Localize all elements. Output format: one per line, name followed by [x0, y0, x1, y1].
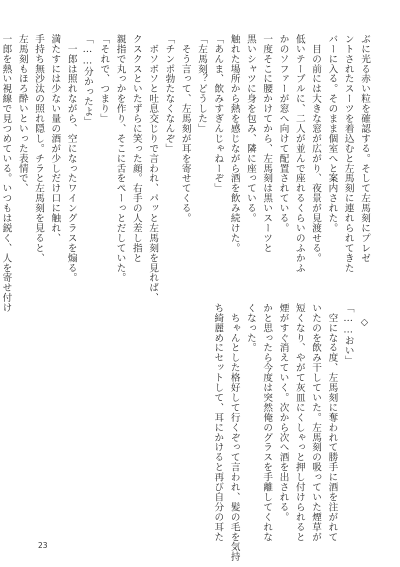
text-line: ントされたスーツを着込むと左馬刻に連れられてきた [342, 34, 354, 273]
text-line: 「あんま、飲みすぎんじゃねーぞ」 [212, 34, 224, 194]
text-line: 一郎は照れながら、空になったワイングラスを煽る。 [65, 34, 77, 283]
text-line: 空になる度、左馬刻に奪われて勝手に酒を注がれて [326, 303, 338, 542]
text-line: 触れた場所から熱を感じながら酒を飲み続けた。 [228, 34, 240, 253]
text-line: 「チンポ勃たなくなんぞ」 [163, 34, 175, 154]
text-line: かのソファーが窓へ向けて配置されている。 [277, 34, 289, 233]
page-number: 23 [38, 541, 48, 550]
text-line: くなった。 [244, 303, 256, 353]
text-line: ちゃんとした格好して行くぞって言われ、髪の毛を気持 [228, 303, 240, 562]
text-line: クスクスといたずらに笑った顔。右手の人差し指と [130, 34, 142, 263]
text-line: いたのを飲み干していた。左馬刻の吸っていた煙草が [310, 303, 322, 542]
text-line: 目の前には大きな窓が広がり、夜景が見渡せる。 [310, 34, 322, 263]
text-line: 煙がすぐ消えていく。次から次へ酒を出される。 [277, 303, 289, 522]
text-line: 一度そこに腰かけてから、左馬刻は黒いスーツと [261, 34, 273, 253]
text-line: 親指で丸っかを作り、そこに舌をぺーっとだしていた。 [114, 34, 126, 283]
text-line: 「左馬刻？どうした」 [196, 34, 208, 134]
text-line: バーに入る。そのまま個室へと案内された。 [326, 34, 338, 233]
text-line: 左馬刻もほろ酔いといった表情で、 [16, 34, 28, 194]
text-line: 黒いシャツに身を包み、隣に座っている。 [244, 34, 256, 224]
text-line: ボソボソと吐息交じりで言われ、パッと左馬刻を見れば、 [147, 34, 159, 303]
text-line: 「……分かったよ」 [81, 34, 93, 127]
text-line: 低いテーブルに、二人が並んで座れるくらいのふかふ [293, 34, 305, 273]
text-line: ぶに光る赤い粒を確認する。そして左馬刻にプレゼ [359, 34, 370, 263]
text-line: 短くなり、やがて灰皿にくしゃっと押し付けられると [293, 303, 305, 542]
text-line: そう言って、左馬刻が耳を寄せてくる。 [179, 34, 191, 224]
text-line: 「……おい」 [342, 303, 354, 366]
text-line: 「それで、つまり」 [98, 34, 110, 124]
text-line: 満たすには少ない量の酒が少しだけ口に触れ、 [49, 34, 61, 243]
text-line: ち綺麗めにセットして、耳にかけると再び自分の耳た [212, 303, 224, 542]
text-line: 一郎を熱い視線で見つめている。いつもは鋭く、人を寄せ付け [0, 34, 12, 313]
scene-break-diamond: ◇ [359, 317, 370, 329]
text-line: 手持ち無沙汰の照れ隠し。チラと左馬刻を見ると、 [33, 34, 45, 263]
upper-text-block [0, 34, 372, 313]
text-line: かと思ったら今度は突然俺のグラスを手離してくれな [261, 303, 273, 542]
